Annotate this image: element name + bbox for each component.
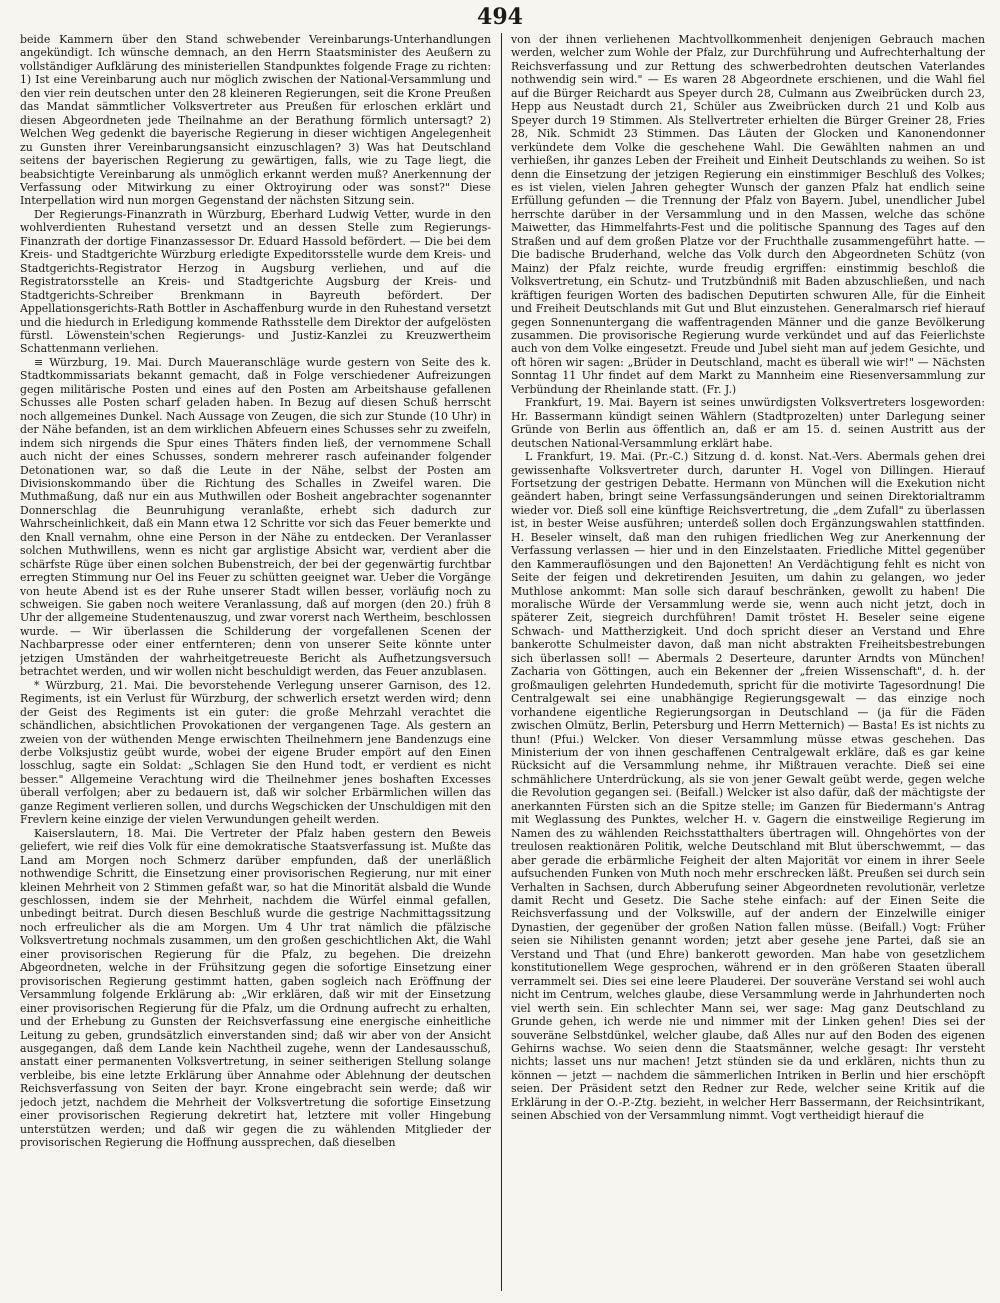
article-paragraph: beide Kammern über den Stand schwebender Vereinbarungs-Unterhandlungen angekündigt. Ich wünsche demnach, an den Herrn Staatsminister des Aeußern zu vollständiger Aufklärung des ministeriellen Standpunktes folgende Frage zu richten: 1) Ist eine Vereinbarung auch nur möglich zwischen der National-Versammlung und den vier rein deutschen unter den 28 kleineren Regierungen, seit die Krone Preußen das Mandat sämmtlicher Volksvertreter aus Preußen für erloschen erklärt und diesen Abgeordneten jede Theilnahme an der Berathung förmlich untersagt? 2) Welchen Weg gedenkt die bayerische Regierung in dieser wichtigen Angelegenheit zu Gunsten ihrer Vereinbarungsansicht einzuschlagen? 3) Was hat Deutschland seitens der bayerischen Regierung zu gewärtigen, falls, wie zu Tage liegt, die beabsichtigte Vereinbarung als unmöglich erkannt werden muß? Anerkennung der Verfassung oder Mitwirkung zu einer Oktroyirung oder was sonst?" Diese Interpellation wird nun morgen Gegenstand der nächsten Sitzung sein. [20,33,491,208]
article-paragraph: L Frankfurt, 19. Mai. (Pr.-C.) Sitzung d. d. konst. Nat.-Vers. Abermals gehen drei gewissenhafte Volksvertreter durch, darunter H. Vogel von Dillingen. Hierauf Fortsetzung der gestrigen Debatte. Hermann von München will die Exekution nicht geändert haben, bringt seine Verfassungsänderungen und seinen Direktorialtramm wieder vor. Dieß soll eine künftige Reichsvertretung, die „dem Zufall" zu überlassen ist, in bester Weise ausführen; unterdeß sollen doch Ergänzungswahlen stattfinden. H. Beseler winselt, daß man den ruhigen friedlichen Weg zur Anerkennung der Verfassung verlassen — hier und in den Einzelstaaten. Friedliche Mittel gegenüber den Kammerauflösungen und den Bajonetten! An Verdächtigung fehlt es nicht von Seite der feigen und dekretirenden Jesuiten, um dahin zu gelangen, wo jeder Muthlose ankommt: Man solle sich darauf beschränken, gewollt zu haben! Die moralische Würde der Versammlung werde sie, wenn auch nicht jetzt, doch in späterer Zeit, siegreich durchführen! Damit tröstet H. Beseler seine eigene Schwach- und Mattherzigkeit. Und doch spricht dieser an Verstand und Ehre bankerotte Schulmeister davon, daß man nicht abstrakten Freiheitsbestrebungen sich überlassen soll! — Abermals 2 Deserteure, darunter Arndts von München! Zacharia von Göttingen, auch ein Bekenner der „freien Wissenschaft", d. h. der großmauligen gelehrten Hundedemuth, spricht für die motivirte Tagesordnung! Die Centralgewalt sei eine unabhängige Regierungsgewalt — das einzige noch vorhandene eigentliche Regierungsorgan in Deutschland — (ja für die Fäden zwischen Olmütz, Berlin, Petersburg und Herrn Metternich) — Basta! Es ist nichts zu thun! (Pfui.) Welcker. Von dieser Versammlung müsse etwas geschehen. Das Ministerium der von ihnen geschaffenen Centralgewalt erkläre, daß es gar keine Rücksicht auf die Versammlung nehme, ihr Mißtrauen verachte. Dieß sei eine schmählichere Unterdrückung, als sie von jener Gewalt geübt werde, gegen welche die Revolution gegangen sei. (Beifall.) Welcker ist also dafür, daß der mächtigste der anerkannten Fürsten sich an die Spitze stelle; im Ganzen für Biedermann's Antrag mit Weglassung des Punktes, welcher H. v. Gagern die einstweilige Regierung im Namen des zu wählenden Reichsstatthalters übertragen will. Ohngehörtes von der treulosen reaktionären Politik, welche Deutschland mit Blut überschwemmt, — das aber gerade die erbärmliche Feigheit der alten Majorität vor einem in ihrer Seele aufsuchenden Funken von Muth noch mehr erschrecken läßt. Preußen sei durch sein Verhalten in Sachsen, durch Abberufung seiner Abgeordneten revolutionär, verletze damit Recht und Gesetz. Die Sache stehe einfach: auf der Einen Seite die Reichsverfassung und der Volkswille, auf der andern der Einzelwille einiger Dynastien, der gegenüber der großen Nation fallen müsse. (Beifall.) Vogt: Früher seien sie Nihilisten genannt worden; jetzt aber gesehe jene Partei, daß sie an Verstand und That (und Ehre) bankerott geworden. Man habe von gesetzlichem konstitutionellem Wege gesprochen, während er in den größeren Staaten überall verrammelt sei. Dies sei eine leere Plauderei. Der souveräne Verstand sei wohl auch nicht im Centrum, welches glaube, diese Versammlung werde in Jahrhunderten noch viel werth sein. Ein schlechter Mann sei, wer sage: Mag ganz Deutschland zu Grunde gehen, ich werde nie und nimmer mit der Linken gehen! Dies sei der souveräne Selbstdünkel, welcher glaube, daß Alles nur auf den Boden des eigenen Gehirns wachse. Wo seien denn die Staatsmänner, welche gesagt: Ihr versteht nichts; lasset uns nur machen! Jetzt stünden sie da und erklären, nichts thun zu können — jetzt — nachdem die sämmerlichen Intriken in Berlin und hier erschöpft seien. Der Präsident setzt den Redner zur Rede, welcher seine Kritik auf die Erklärung in der O.-P.-Ztg. bezieht, in welcher Herr Bassermann, der Reichsintrikant, seinen Abschied von der Versammlung nimmt. Vogt vertheidigt hierauf die [511,450,985,1123]
text-columns [0,33,1000,1295]
page-number: 494 [477,4,523,30]
article-paragraph: * Würzburg, 21. Mai. Die bevorstehende Verlegung unserer Garnison, des 12. Regiments, ist ein Verlust für Würzburg, der schwerlich ersetzt werden wird; denn der Geist des Regiments ist ein guter: die große Mehrzahl verachtet die schändlichen, absichtlichen Provokationen der vergangenen Tage. Als gestern an zweien von der wüthenden Menge erwischten Theilnehmern jene Bandenzugs eine derbe Volksjustiz geübt wurde, wobei der eigene Bruder empört auf den Einen losschlug, sagte ein Soldat: „Schlagen Sie den Hund todt, er verdient es nicht besser." Allgemeine Verachtung wird die Theilnehmer jenes boshaften Excesses überall verfolgen; aber zu bedauern ist, daß wir solcher Erbärmlichen willen das ganze Regiment verlieren sollen, und durchs Wegschicken der Unschuldigen mit den Frevlern keine einzige der vielen Verwundungen geheilt werden. [20,678,491,827]
column-divider [501,33,502,1291]
article-paragraph: ≡ Würzburg, 19. Mai. Durch Maueranschläge wurde gestern von Seite des k. Stadtkommissariats bekannt gemacht, daß in Folge verschiedener Aufreizungen gegen militärische Posten und eines auf den Posten am Arbeitshause gefallenen Schusses alle Posten scharf geladen haben. In Bezug auf diesen Schuß herrscht noch allgemeines Dunkel. Nach Aussage von Zeugen, die sich zur Stunde (10 Uhr) in der Nähe befanden, ist an dem wirklichen Abfeuern eines Schusses sehr zu zweifeln, indem sich nirgends die Spur eines Thäters finden ließ, der vernommene Schall auch nicht der eines Schusses, sondern mehrerer rasch aufeinander folgender Detonationen war, so daß die Leute in der Nähe, selbst der Posten am Divisionskommando über die Richtung des Schalles in Zweifel waren. Die Muthmaßung, daß nur ein aus Muthwillen oder Bosheit angebrachter sogenannter Donnerschlag die Beunruhigung veranlaßte, erhebt sich dadurch zur Wahrscheinlichkeit, daß ein Mann etwa 12 Schritte vor sich das Feuer bemerkte und den Knall vernahm, ohne eine Person in der Nähe zu entdecken. Der Veranlasser solchen Muthwillens, wenn es nicht gar arglistige Absicht war, verdient aber die schärfste Rüge über einen solchen Bubenstreich, der bei der gegenwärtig furchtbar erregten Stimmung nur Oel ins Feuer zu schütten geeignet war. Ueber die Vorgänge von heute Abend ist es der Ruhe unserer Stadt willen besser, vorläufig noch zu schweigen. Sie gaben noch weitere Veranlassung, daß auf morgen (den 20.) früh 8 Uhr der allgemeine Studentenauszug, und zwar vorerst nach Wertheim, beschlossen wurde. — Wir überlassen die Schilderung der vorgefallenen Scenen der Nachbarpresse oder einer entfernteren; denn von unserer Seite könnte unter jetzigen Umständen der wahrheitgetreueste Bericht als Aufhetzungsversuch betrachtet werden, und wir wollen nicht beschuldigt werden, das Feuer anzublasen. [20,355,491,679]
left-column [20,33,491,1295]
article-paragraph: von der ihnen verliehenen Machtvollkommenheit denjenigen Gebrauch machen werden, welcher zum Wohle der Pfalz, zur Durchführung und Aufrechterhaltung der Reichsverfassung und zur Rettung des schwerbedrohten deutschen Vaterlandes nothwendig sein wird." — Es waren 28 Abgeordnete erschienen, und die Wahl fiel auf die Bürger Reichardt aus Speyer durch 28, Culmann aus Zweibrücken durch 23, Hepp aus Neustadt durch 21, Schüler aus Zweibrücken durch 21 und Kolb aus Speyer durch 19 Stimmen. Als Stellvertreter erhielten die Bürger Greiner 28, Fries 28, Nik. Schmidt 23 Stimmen. Das Läuten der Glocken und Kanonendonner verkündete dem Volke die geschehene Wahl. Die Gewählten nahmen an und verhießen, ihr ganzes Leben der Freiheit und Einheit Deutschlands zu weihen. So ist denn die Einsetzung der jetzigen Regierung ein einstimmiger Beschluß des Volkes; es ist vielen, vielen Jahren gehegter Wunsch der ganzen Pfalz hat endlich seine Erfüllung gefunden — die Trennung der Pfalz von Bayern. Jubel, unendlicher Jubel herrschte darüber in der Versammlung und in den Massen, welche das schöne Maiwetter, das Himmelfahrts-Fest und die politische Spannung des Tages auf den Straßen und auf dem großen Platze vor der Fruchthalle zusammengeführt hatte. — Die badische Bruderhand, welche das Volk durch den Abgeordneten Schütz (von Mainz) der Pfalz reichte, wurde freudig ergriffen: einstimmig beschloß die Volksvertretung, ein Schutz- und Trutzbündniß mit Baden abzuschließen, und nach kräftigen feurigen Worten des badischen Deputirten schwuren Alle, für die Einheit und Freiheit Deutschlands mit Gut und Blut einzustehen. Generalmarsch rief hierauf gegen Sonnenuntergang die waffentragenden Männer und die ganze Bevölkerung zusammen. Die provisorische Regierung wurde verkündet und auf das Feierlichste auch von dem Volke eingesetzt. Freude und Jubel sieht man auf jedem Gesichte, und oft hören wir sagen: „Brüder in Deutschland, macht es überall wie wir!" — Nächsten Sonntag 11 Uhr findet auf dem Markt zu Mannheim eine Riesenversammlung zur Verbündung der Rheinlande statt. (Fr. J.) [511,33,985,396]
article-paragraph: Kaiserslautern, 18. Mai. Die Vertreter der Pfalz haben gestern den Beweis geliefert, wie reif dies Volk für eine demokratische Staatsverfassung ist. Mußte das Land am Morgen noch Schmerz darüber empfunden, daß der unerläßlich nothwendige Schritt, die Einsetzung einer provisorischen Regierung, nur mit einer kleinen Mehrheit von 2 Stimmen gefaßt war, so hat die Minorität alsbald die Wunde geschlossen, indem sie der Mehrheit, nachdem die Würfel einmal gefallen, unbedingt beitrat. Durch diesen Beschluß wurde die gestrige Nachmittagssitzung noch erfreulicher als die am Morgen. Um 4 Uhr trat nämlich die pfälzische Volksvertretung nochmals zusammen, um den großen geschichtlichen Akt, die Wahl einer provisorischen Regierung für die Pfalz, zu begehen. Die dreizehn Abgeordneten, welche in der Frühsitzung gegen die sofortige Einsetzung einer provisorischen Regierung gestimmt hatten, gaben sogleich nach Eröffnung der Versammlung folgende Erklärung ab: „Wir erklären, daß wir mit der Einsetzung einer provisorischen Regierung für die Pfalz, um die Ordnung aufrecht zu erhalten, und der Erhebung zu Gunsten der Reichsverfassung eine energische einheitliche Leitung zu geben, grundsätzlich einverstanden sind; daß wir aber von der Ansicht ausgegangen, daß dem Lande kein Nachtheil zugehe, wenn der Landesausschuß, anstatt einer permanenten Volksvertretung, in seiner seitherigen Stellung solange verbleibe, bis eine letzte Erklärung über Annahme oder Ablehnung der deutschen Reichsverfassung von Seiten der bayr. Krone eingebracht sein werde; daß wir jedoch jetzt, nachdem die Mehrheit der Volksvertretung die sofortige Einsetzung einer provisorischen Regierung dekretirt hat, letztere mit voller Hingebung unterstützen werden; und daß wir gegen die zu wählenden Mitglieder der provisorischen Regierung die Hoffnung aussprechen, daß dieselben [20,826,491,1150]
article-paragraph: Der Regierungs-Finanzrath in Würzburg, Eberhard Ludwig Vetter, wurde in den wohlverdienten Ruhestand versetzt und an dessen Stelle zum Regierungs-Finanzrath der dortige Finanzassessor Dr. Eduard Hassold befördert. — Die bei dem Kreis- und Stadtgerichte Würzburg erledigte Expeditorsstelle wurde dem Kreis- und Stadtgerichts-Registrator Herzog in Augsburg verliehen, und auf die Registratorsstelle an Kreis- und Stadtgerichte Augsburg der Kreis- und Stadtgerichts-Schreiber Brenkmann in Bayreuth befördert. Der Appellationsgerichts-Rath Bottler in Aschaffenburg wurde in den Ruhestand versetzt und die hiedurch in Erledigung kommende Rathsstelle dem Direktor der aufgelösten fürstl. Löwenstein'schen Regierungs- und Justiz-Kanzlei zu Kreuzwertheim Schattenmann verliehen. [20,207,491,356]
article-paragraph: Frankfurt, 19. Mai. Bayern ist seines unwürdigsten Volksvertreters losgeworden: Hr. Bassermann kündigt seinen Wählern (Stadtprozelten) unter Darlegung seiner Gründe von Berlin aus öffentlich an, daß er am 15. d. seinen Austritt aus der deutschen National-Versammlung erklärt habe. [511,396,985,450]
right-column [511,33,985,1295]
